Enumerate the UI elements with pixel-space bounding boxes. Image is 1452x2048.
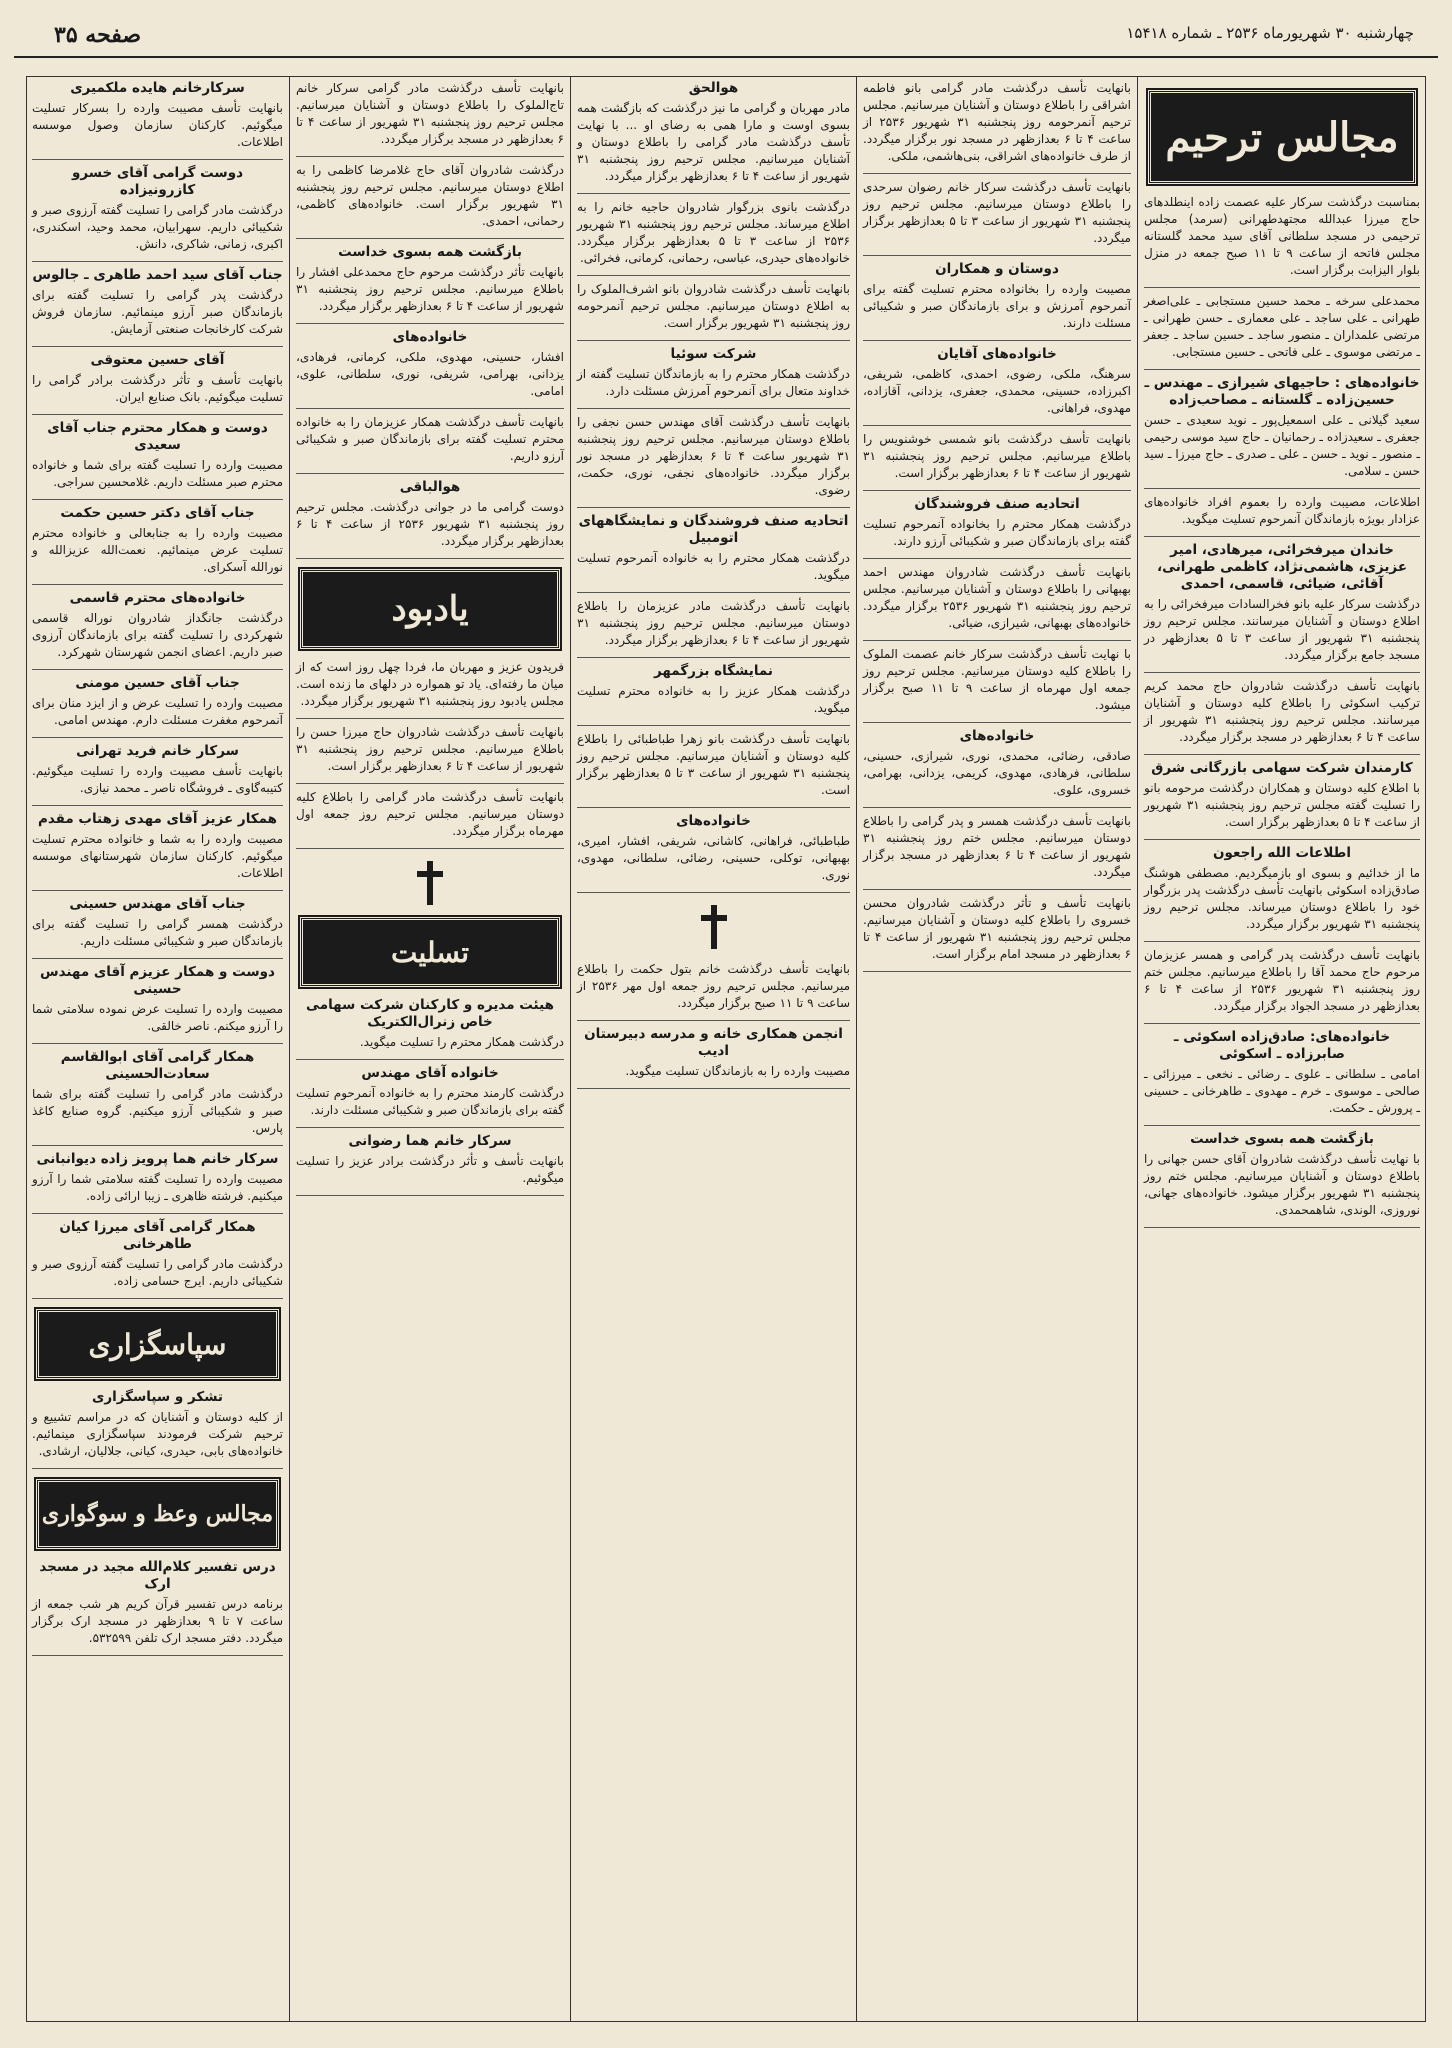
notice-block bbox=[296, 789, 564, 840]
notice-text: با نهایت تأسف درگذشت سرکار خانم عصمت الملوک را باطلاع کلیه دوستان میرسانیم. مجلس ترحیم روز جمعه اول مهرماه از ساعت ۹ تا ۱۱ صبح برگزار میشود. bbox=[863, 647, 1131, 712]
thanks-banner: سپاسگزاری bbox=[36, 1309, 279, 1379]
notice-title: دوستان و همکاران bbox=[935, 261, 1059, 277]
issue-date-line: چهارشنبه ۳۰ شهریورماه ۲۵۳۶ ـ شماره ۱۵۴۱۸ bbox=[1126, 24, 1414, 42]
notice-divider bbox=[32, 346, 283, 347]
notice-title: درس تفسیر کلام‌الله مجید در مسجد ارک bbox=[39, 1559, 276, 1592]
notice-title: سرکار خانم هما پرویز زاده دیوانبانی bbox=[36, 1151, 279, 1167]
notice-text: بانهایت تأسف و تأثر درگذشت برادر گرامی را تسلیت میگوئیم. بانک صنایع ایران. bbox=[32, 373, 283, 404]
column-5-notices-bottom bbox=[32, 1559, 283, 1656]
notice-title: بازگشت همه بسوی خداست bbox=[1190, 1131, 1374, 1147]
notice-text: با اطلاع کلیه دوستان و همکاران درگذشت مرحومه بانو را تسلیت گفته مجلس ترحیم روز پنجشنبه ۳۱ شهریور از ساعت ۴ تا ۵ بعدازظهر برگزار است. bbox=[1144, 781, 1420, 829]
notice-text: بانهایت تأسف و تأثر درگذشت برادر عزیز را تسلیت میگوئیم. bbox=[296, 1154, 564, 1185]
notice-title: هیئت مدیره و کارکنان شرکت سهامی خاص زنرال‌الکتریک bbox=[306, 997, 554, 1030]
notice-divider bbox=[32, 261, 283, 262]
notice-divider bbox=[1144, 839, 1420, 840]
notice-divider bbox=[577, 193, 850, 194]
notice-text: امامی ـ سلطانی ـ علوی ـ رضائی ـ نخعی ـ میرزائی ـ صالحی ـ موسوی ـ خرم ـ مهدوی ـ طاهرخانی ـ حسینی ـ پرورش ـ حکمت. bbox=[1144, 1067, 1420, 1115]
notice-block bbox=[32, 1049, 283, 1137]
column-2-notices bbox=[863, 80, 1131, 972]
notice-text: سرهنگ، ملکی، رضوی، احمدی، کاظمی، شریفی، اکبرزاده، حسینی، محمدی، جعفری، یزدانی، آقازاده، مهدوی، فراهانی. bbox=[863, 367, 1131, 415]
notice-block bbox=[32, 505, 283, 576]
notice-text: درگذشت همکار محترم را به بازماندگان تسلیت گفته از خداوند متعال برای آنمرحوم آمرزش مسئلت دارد. bbox=[577, 367, 850, 398]
notice-divider bbox=[577, 807, 850, 808]
notice-text: درگذشت همسر گرامی را تسلیت گفته برای بازماندگان صبر و شکیبائی مسئلت داریم. bbox=[32, 917, 283, 948]
notice-block bbox=[863, 261, 1131, 332]
notice-text: ما از خدائیم و بسوی او بازمیگردیم. مصطفی هوشنگ صادق‌زاده اسکوئی بانهایت تأسف درگذشت پدر بزرگوار خود را باطلاع دوستان میرساند. مجلس ترحیم روز پنجشنبه ۳۱ شهریور برگزار میگردد. bbox=[1144, 866, 1420, 931]
notice-block bbox=[863, 646, 1131, 714]
notice-divider bbox=[863, 722, 1131, 723]
notice-divider bbox=[32, 958, 283, 959]
notice-block bbox=[296, 162, 564, 230]
notice-block bbox=[577, 80, 850, 185]
notice-text: بانهایت تأسف درگذشت بانو شمسی خوشنویس را باطلاع میرسانیم. مجلس ترحیم روز پنجشنبه ۳۱ شهریور از ساعت ۴ تا ۶ بعدازظهر برگزار است. bbox=[863, 432, 1131, 480]
column-5-notices-middle bbox=[32, 1389, 283, 1469]
notice-divider bbox=[32, 159, 283, 160]
column-3-notices-bottom bbox=[577, 961, 850, 1089]
notice-divider bbox=[32, 669, 283, 670]
notice-divider bbox=[1144, 536, 1420, 537]
notice-text: بانهایت تأسف درگذشت خانم بتول حکمت را باطلاع میرسانیم. مجلس ترحیم روز جمعه اول مهر ۲۵۳۶ از ساعت ۹ تا ۱۱ صبح برگزار میگردد. bbox=[577, 962, 850, 1010]
notice-divider bbox=[863, 807, 1131, 808]
column-4-notices-bottom bbox=[296, 997, 564, 1196]
notice-text: بانهایت تأسف درگذشت سرکار خانم رضوان سرحدی را باطلاع دوستان میرسانیم. مجلس ترحیم روز پنجشنبه ۳۱ شهریور از ساعت ۳ تا ۵ بعدازظهر برگزار میگردد. bbox=[863, 180, 1131, 245]
notice-block bbox=[296, 1065, 564, 1119]
notice-block bbox=[296, 997, 564, 1051]
notice-divider bbox=[32, 737, 283, 738]
notice-divider bbox=[32, 1043, 283, 1044]
notice-divider bbox=[863, 425, 1131, 426]
notice-block bbox=[1144, 947, 1420, 1015]
notice-block bbox=[32, 1389, 283, 1460]
notice-text: از کلیه دوستان و آشنایان که در مراسم تشییع و ترحیم شرکت فرمودند سپاسگزاری مینمائیم. خانواده‌های بابی، حیدری، کیانی، جلالیان، ارشادی. bbox=[32, 1410, 283, 1458]
notice-divider bbox=[1144, 1023, 1420, 1024]
notice-block bbox=[32, 743, 283, 797]
notice-divider bbox=[577, 408, 850, 409]
notice-divider bbox=[863, 255, 1131, 256]
notice-divider bbox=[1144, 754, 1420, 755]
notice-title: سرکار خانم هما رضوانی bbox=[348, 1133, 512, 1149]
notice-text: مصیبت وارده را بخانواده محترم تسلیت گفته برای آنمرحوم آمرزش و برای بازماندگان صبر و شکیبائی مسئلت دارند. bbox=[863, 282, 1131, 330]
notice-title: جناب آقای حسین مومنی bbox=[75, 675, 240, 691]
notice-text: دوست گرامی ما در جوانی درگذشت. مجلس ترحیم روز پنجشنبه ۳۱ شهریور ۲۵۳۶ از ساعت ۴ تا ۶ بعدازظهر برگزار میگردد. bbox=[296, 500, 565, 548]
notice-divider bbox=[577, 1088, 850, 1089]
notice-block bbox=[863, 564, 1131, 632]
page-number: صفحه ۳۵ bbox=[54, 22, 142, 48]
notice-block bbox=[863, 496, 1131, 550]
notice-text: درگذشت همکار محترم را بخانواده آنمرحوم تسلیت گفته برای بازماندگان صبر و شکیبائی آرزو دارند. bbox=[863, 517, 1131, 548]
column-1 bbox=[1138, 76, 1426, 2022]
notice-text: درگذشت کارمند محترم را به خانواده آنمرحوم تسلیت گفته برای بازماندگان صبر و شکیبائی مسئلت دارند. bbox=[296, 1086, 564, 1117]
cross-ornament-2 bbox=[296, 861, 564, 905]
notice-block bbox=[863, 813, 1131, 881]
column-1-notices bbox=[1144, 194, 1420, 1228]
notice-text: مصیبت وارده را تسلیت عرض و از ایزد منان برای آنمرحوم مغفرت مسئلت دارم. مهندس امامی. bbox=[32, 696, 283, 727]
column-3-notices-top bbox=[577, 80, 850, 893]
column-4-notices-top bbox=[296, 80, 564, 559]
notice-title: جناب آقای دکتر حسین حکمت bbox=[60, 505, 255, 521]
notice-divider bbox=[296, 238, 564, 239]
notice-divider bbox=[296, 1195, 564, 1196]
notice-block bbox=[1144, 494, 1420, 528]
notice-text: درگذشت همکار عزیز را به خانواده محترم تسلیت میگوید. bbox=[577, 684, 850, 715]
notice-text: درگذشت بانوی بزرگوار شادروان حاجیه خانم را به اطلاع میرساند. مجلس ترحیم روز پنجشنبه ۳۱ شهریور ۲۵۳۶ از ساعت ۳ تا ۵ بعدازظهر برگزار میگردد. خانواده‌های حیدری، عباسی، رحمانی، کرمانی، فخرائی. bbox=[577, 200, 850, 265]
notice-block bbox=[296, 724, 564, 775]
notice-title: اطلاعات الله راجعون bbox=[1213, 845, 1351, 861]
notice-text: درگذشت شادروان آقای حاج غلامرضا کاظمی را به اطلاع دوستان میرسانیم. مجلس ترحیم روز پنجشنبه ۳۱ شهریور برگزار است. خانواده‌های کاظمی، رحمانی، احمدی. bbox=[296, 163, 564, 228]
notice-divider bbox=[1144, 369, 1420, 370]
notice-title: جناب آقای مهندس حسینی bbox=[69, 896, 246, 912]
notice-text: سعید گیلانی ـ علی اسمعیل‌پور ـ نوید سعیدی ـ حسن جعفری ـ سعیدزاده ـ رحمانیان ـ حاج سید موسی رحیمی ـ منصور ـ نوید ـ حسن ـ علی ـ صدری ـ حاج میرزا ـ سید حسن ـ سلامی. bbox=[1144, 413, 1420, 478]
notice-text: با نهایت تأسف درگذشت شادروان آقای حسن جهانی را باطلاع دوستان و آشنایان میرسانیم. مجلس ختم روز پنجشنبه ۳۱ شهریور برگزار میشود. خانواده‌های جهانی، نوروزی، الوندی، شاهمحمدی. bbox=[1144, 1152, 1420, 1217]
notice-divider bbox=[863, 173, 1131, 174]
notice-divider bbox=[32, 1298, 283, 1299]
notice-text: بانهایت تأسف درگذشت همسر و پدر گرامی را باطلاع دوستان میرسانیم. مجلس ختم روز پنجشنبه ۳۱ شهریور از ساعت ۴ تا ۶ بعدازظهر در مسجد برگزار میگردد. bbox=[863, 814, 1131, 879]
notice-block bbox=[863, 895, 1131, 963]
notice-block bbox=[1144, 542, 1420, 664]
notice-block bbox=[577, 513, 850, 584]
notice-block bbox=[1144, 1131, 1420, 1219]
notice-text: صادقی، رضائی، محمدی، نوری، شیرازی، حسینی، سلطانی، فرهادی، مهدوی، کریمی، یزدانی، بهرامی، خسروی، علوی. bbox=[863, 749, 1131, 797]
notice-block bbox=[296, 244, 564, 315]
notice-block bbox=[577, 281, 850, 332]
notice-block bbox=[32, 675, 283, 729]
notice-text: درگذشت مادر گرامی را تسلیت گفته آرزوی صبر و شکیبائی داریم. سهرابیان، محمد وحید، اسکندری، اکبری، زمانی، شاکری، دانش. bbox=[32, 203, 283, 251]
notice-text: محمدعلی سرخه ـ محمد حسین مستجابی ـ علی‌اصغر طهرانی ـ علی ساجد ـ علی معماری ـ حسن طهرانی ـ مرتضی علمداران ـ منصور ساجد ـ حسین ساجد ـ جعفر ـ مرتضی موسوی ـ علی فاتحی ـ حسین مستجابی. bbox=[1144, 294, 1420, 359]
notice-text: بانهایت تأسف درگذشت پدر گرامی و همسر عزیزمان مرحوم حاج محمد آقا را باطلاع میرسانیم. مجلس ختم روز پنجشنبه ۳۱ شهریور ۲۵۳۶ از ساعت ۴ تا ۶ بعدازظهر در مسجد الجواد برگزار میگردد. bbox=[1144, 948, 1421, 1013]
notice-title: همکار گرامی آقای میرزا کیان طاهرخانی bbox=[59, 1219, 256, 1252]
notice-text: درگذشت سرکار علیه بانو فخرالسادات میرفخرائی را به اطلاع دوستان و آشنایان میرسانند. مجلس ترحیم روز پنجشنبه ۳۱ شهریور از ساعت ۳ تا ۵ بعدازظهر در مسجد جامع برگزار میگردد. bbox=[1144, 597, 1420, 662]
notice-text: بانهایت تأسف درگذشت مادر گرامی سرکار خانم تاج‌الملوک را باطلاع دوستان و آشنایان میرسانیم. مجلس ترحیم روز پنجشنبه ۳۱ شهریور از ساعت ۴ تا ۶ بعدازظهر در مسجد برگزار میگردد. bbox=[296, 81, 564, 146]
notice-text: بانهایت تأسف درگذشت مادر گرامی را باطلاع کلیه دوستان میرسانیم. مجلس ترحیم روز جمعه اول مهرماه برگزار میگردد. bbox=[296, 790, 564, 838]
notice-text: برنامه درس تفسیر قرآن کریم هر شب جمعه از ساعت ۷ تا ۹ بعدازظهر در مسجد ارک برگزار میگردد. دفتر مسجد ارک تلفن ۵۳۲۵۹۹. bbox=[32, 1597, 284, 1645]
notice-block bbox=[32, 352, 283, 406]
notice-text: اطلاعات، مصیبت وارده را بعموم افراد خانواده‌های عزادار بویژه بازماندگان آنمرحوم تسلیت میگوید. bbox=[1144, 495, 1420, 526]
notice-text: بانهایت تأسف درگذشت مادر گرامی بانو فاطمه اشراقی را باطلاع دوستان و آشنایان میرسانیم. مجلس ترحیم آنمرحومه روز پنجشنبه ۳۱ شهریور ۲۵۳۶ از ساعت ۴ تا ۶ بعدازظهر در مسجد نور برگزار میگردد. از طرف خانواده‌های اشراقی، بنی‌هاشمی، ملکی. bbox=[863, 81, 1132, 163]
notice-divider bbox=[296, 323, 564, 324]
notice-text: بانهایت تأسف درگذشت آقای مهندس حسن نجفی را باطلاع دوستان میرسانیم. مجلس ترحیم روز پنجشنبه ۳۱ شهریور ساعت ۴ تا ۶ بعدازظهر در مسجد نور برگزار میگردد. خانواده‌های نجفی، نوری، حکمت، رضوی. bbox=[577, 415, 851, 497]
memorial-banner: یادبود bbox=[300, 569, 560, 649]
notice-divider bbox=[577, 725, 850, 726]
notice-divider bbox=[863, 971, 1131, 972]
notice-title: تشکر و سپاسگزاری bbox=[92, 1389, 223, 1405]
notice-text: درگذشت پدر گرامی را تسلیت گفته برای بازماندگان صبر آرزو مینمائیم. سازمان فروش شرکت کارخانجات صنعتی آزمایش. bbox=[32, 288, 283, 336]
notice-title: خانواده‌های bbox=[959, 728, 1035, 744]
notice-text: فریدون عزیز و مهربان ما، فردا چهل روز است که از میان ما رفته‌ای. یاد تو همواره در دلهای ما زنده است. مجلس یادبود روز پنجشنبه ۳۱ شهریور برگزار میگردد. bbox=[296, 660, 564, 708]
notice-block bbox=[32, 964, 283, 1035]
notice-block bbox=[1144, 760, 1420, 831]
notice-divider bbox=[296, 848, 564, 849]
condolence-banner: تسلیت bbox=[300, 917, 560, 987]
notice-title: سرکار خانم فرید تهرانی bbox=[76, 743, 239, 759]
notice-title: خانواده‌های محترم قاسمی bbox=[69, 590, 246, 606]
notice-divider bbox=[32, 414, 283, 415]
notice-text: درگذشت مادر گرامی را تسلیت گفته برای شما صبر و شکیبائی آرزو میکنیم. گروه صنایع کاغذ پارس. bbox=[32, 1087, 283, 1135]
notice-divider bbox=[296, 156, 564, 157]
notice-title: انجمن همکاری خانه و مدرسه دبیرستان ادیب bbox=[584, 1026, 843, 1059]
notice-divider bbox=[1144, 672, 1420, 673]
notice-title: خانواده‌های : حاجیهای شیرازی ـ مهندس ـ حسین‌زاده ـ گلستانه ـ مصاحب‌زاده bbox=[1144, 375, 1420, 408]
notice-divider bbox=[1144, 941, 1420, 942]
notice-divider bbox=[577, 592, 850, 593]
notice-block bbox=[32, 420, 283, 491]
notice-divider bbox=[296, 408, 564, 409]
sermon-banner: مجالس وعظ و سوگواری bbox=[36, 1479, 279, 1549]
notice-block bbox=[577, 961, 850, 1012]
notice-title: اتحادیه صنف فروشندگان bbox=[914, 496, 1080, 512]
notice-block bbox=[1144, 678, 1420, 746]
notice-text: درگذشت همکار محترم را تسلیت میگوید. bbox=[359, 1035, 564, 1049]
notice-title: خانواده آقای مهندس bbox=[361, 1065, 499, 1081]
notice-title: سرکارخانم هایده ملکمیری bbox=[70, 80, 245, 96]
column-4 bbox=[290, 76, 570, 2022]
notice-title: هوالحق bbox=[688, 80, 739, 96]
notice-divider bbox=[296, 473, 564, 474]
notice-text: مصیبت وارده را به جنابعالی و خانواده محترم تسلیت عرض مینمائیم. نعمت‌الله عزیزالله و نورالله آسکرای. bbox=[32, 526, 283, 574]
notice-divider bbox=[863, 889, 1131, 890]
notice-block bbox=[1144, 293, 1420, 361]
notice-divider bbox=[296, 1127, 564, 1128]
notice-title: خانواده‌های bbox=[676, 813, 751, 829]
notice-text: بانهایت تأسف درگذشت شادروان حاج محمد کریم ترکیب اسکوئی را باطلاع کلیه دوستان و آشنایان میرسانند. مجلس ترحیم روز پنجشنبه ۳۱ شهریور از ساعت ۴ تا ۶ بعدازظهر در مسجد برگزار میگردد. bbox=[1144, 679, 1420, 744]
notice-divider bbox=[1144, 1125, 1420, 1126]
notice-block bbox=[863, 179, 1131, 247]
notice-divider bbox=[296, 558, 564, 559]
notice-divider bbox=[32, 1655, 283, 1656]
notice-title: شرکت سوئیا bbox=[670, 346, 757, 362]
notice-divider bbox=[32, 805, 283, 806]
notice-divider bbox=[577, 657, 850, 658]
notice-text: بانهایت تأسف مصیبت وارده را بسرکار تسلیت میگوئیم. کارکنان سازمان وصول موسسه اطلاعات. bbox=[32, 101, 283, 149]
notice-block bbox=[32, 1151, 283, 1205]
notice-block bbox=[296, 414, 564, 465]
notice-title: خاندان میرفخرائی، میرهادی، امیر عزیزی، هاشمی‌نژاد، کاظمی طهرانی، آقائی، ضیائی، قاسمی، احمدی bbox=[1156, 542, 1408, 592]
notice-divider bbox=[296, 718, 564, 719]
notice-title: اتحادیه صنف فروشندگان و نمایشگاههای اتومبیل bbox=[578, 513, 849, 546]
notice-title: بازگشت همه بسوی خداست bbox=[338, 244, 522, 260]
notice-block bbox=[296, 479, 564, 550]
notice-block bbox=[577, 731, 850, 799]
notice-text: مصیبت وارده را به شما و خانواده محترم تسلیت میگوئیم. کارکنان سازمان شهرستانهای موسسه اطلاعات. bbox=[32, 832, 283, 880]
notice-text: بانهایت تأسف درگذشت شادروان حاج میرزا حسن را باطلاع میرسانیم. مجلس ترحیم روز پنجشنبه ۳۱ شهریور از ساعت ۴ تا ۶ بعدازظهر برگزار است. bbox=[296, 725, 564, 773]
notice-block bbox=[1144, 1029, 1420, 1117]
notice-divider bbox=[577, 507, 850, 508]
notice-block bbox=[577, 346, 850, 400]
notice-title: همکار عزیز آقای مهدی زهتاب مقدم bbox=[37, 811, 278, 827]
notice-block bbox=[32, 590, 283, 661]
column-3 bbox=[571, 76, 856, 2022]
notice-divider bbox=[32, 1145, 283, 1146]
notice-divider bbox=[577, 1020, 850, 1021]
notice-text: درگذشت همکار محترم را به خانواده آنمرحوم تسلیت میگوید. bbox=[577, 551, 850, 582]
notice-divider bbox=[1144, 287, 1420, 288]
notice-block bbox=[577, 598, 850, 649]
notice-block bbox=[32, 896, 283, 950]
notice-text: بانهایت تأثر درگذشت مرحوم حاج محمدعلی افشار را باطلاع میرسانیم. مجلس ترحیم روز پنجشنبه ۳۱ شهریور از ساعت ۴ تا ۶ بعدازظهر برگزار میگردد. bbox=[296, 265, 564, 313]
notice-block bbox=[32, 165, 283, 253]
notice-text: بانهایت تأسف درگذشت مادر عزیزمان را باطلاع دوستان میرسانیم. مجلس ترحیم روز پنجشنبه ۳۱ شهریور از ساعت ۴ تا ۶ بعدازظهر برگزار میگردد. bbox=[577, 599, 850, 647]
notice-divider bbox=[1144, 488, 1420, 489]
notice-title: دوست گرامی آقای خسرو کازرونیزاده bbox=[71, 165, 244, 198]
notice-block bbox=[863, 346, 1131, 417]
notice-block bbox=[296, 329, 564, 400]
notice-block bbox=[577, 663, 850, 717]
cross-ornament bbox=[577, 905, 850, 949]
notice-title: خانواده‌های bbox=[392, 329, 468, 345]
notice-block bbox=[296, 1133, 564, 1187]
notice-divider bbox=[296, 1059, 564, 1060]
notice-block bbox=[296, 80, 564, 148]
notice-divider bbox=[32, 499, 283, 500]
notice-title: جناب آقای سید احمد طاهری ـ جالوس bbox=[32, 267, 283, 283]
notice-text: بانهایت تأسف درگذشت شادروان مهندس احمد بهبهانی را باطلاع دوستان و آشنایان میرسانیم. مجلس ترحیم روز پنجشنبه ۳۱ شهریور ۲۵۳۶ برگزار میگردد. خانواده‌های بهبهانی، شیرازی، ضیائی. bbox=[863, 565, 1131, 630]
notice-title: خانواده‌های: صادق‌زاده اسکوئی ـ صابرزاده ـ اسکوئی bbox=[1173, 1029, 1391, 1062]
notice-title: دوست و همکار محترم جناب آقای سعیدی bbox=[47, 420, 268, 453]
notice-divider bbox=[32, 584, 283, 585]
notice-block bbox=[32, 811, 283, 882]
notice-divider bbox=[863, 558, 1131, 559]
notice-divider bbox=[863, 490, 1131, 491]
notice-text: بانهایت تأسف مصیبت وارده را تسلیت میگوئیم. کتیبه‌گاوی ـ فروشگاه ناصر ـ محمد نیازی. bbox=[32, 764, 283, 795]
notice-block bbox=[1144, 194, 1420, 279]
obituaries-banner: مجالس ترحیم bbox=[1148, 90, 1416, 184]
notice-divider bbox=[577, 275, 850, 276]
notice-text: طباطبائی، فراهانی، کاشانی، شریفی، افشار، امیری، بهبهانی، توکلی، حسینی، رضائی، سلطانی، مهدوی، نوری. bbox=[577, 834, 850, 882]
notice-divider bbox=[1144, 1227, 1420, 1228]
notice-title: نمایشگاه بزرگمهر bbox=[653, 663, 774, 679]
notice-divider bbox=[863, 640, 1131, 641]
column-2 bbox=[857, 76, 1137, 2022]
notice-text: درگذشت جانگداز شادروان نوراله قاسمی شهرکردی را تسلیت گفته برای بازماندگان آرزوی صبر داریم. اعضای انجمن شهرستان شهرکرد. bbox=[32, 611, 283, 659]
notice-text: بانهایت تأسف و تأثر درگذشت شادروان محسن خسروی را باطلاع کلیه دوستان و آشنایان میرسانیم. مجلس ترحیم روز پنجشنبه ۳۱ شهریور از ساعت ۴ تا ۶ بعدازظهر در مسجد امام برگزار است. bbox=[863, 896, 1131, 961]
notice-text: مصیبت وارده را به بازماندگان تسلیت میگوید. bbox=[625, 1064, 850, 1078]
notice-title: دوست و همکار عزیزم آقای مهندس حسینی bbox=[40, 964, 275, 997]
notice-divider bbox=[863, 340, 1131, 341]
notice-text: مصیبت وارده را تسلیت عرض نموده سلامتی شما را آرزو میکنم. ناصر خالقی. bbox=[32, 1002, 283, 1033]
notice-text: بانهایت تأسف درگذشت بانو زهرا طباطبائی را باطلاع کلیه دوستان و آشنایان میرسانیم. مجلس ترحیم روز پنجشنبه ۳۱ شهریور از ساعت ۳ تا ۵ بعدازظهر برگزار است. bbox=[577, 732, 851, 797]
notice-title: هوالباقی bbox=[399, 479, 461, 495]
column-4-notices-middle bbox=[296, 659, 564, 849]
notice-divider bbox=[32, 1468, 283, 1469]
notice-title: همکار گرامی آقای ابوالقاسم سعادت‌الحسینی bbox=[60, 1049, 255, 1082]
notice-text: افشار، حسینی، مهدوی، ملکی، کرمانی، فرهادی، یزدانی، بهرامی، شریفی، نوری، سلطانی، علوی، امامی. bbox=[296, 350, 564, 398]
notice-title: کارمندان شرکت سهامی بازرگانی شرق bbox=[1151, 760, 1413, 776]
notice-block bbox=[577, 199, 850, 267]
notice-block bbox=[1144, 845, 1420, 933]
notice-block bbox=[863, 728, 1131, 799]
notice-title: آقای حسین معتوقی bbox=[90, 352, 225, 368]
newspaper-page bbox=[14, 14, 1438, 2034]
notice-block bbox=[32, 1219, 283, 1290]
notice-block bbox=[296, 659, 564, 710]
notice-block bbox=[1144, 375, 1420, 480]
notice-block bbox=[32, 80, 283, 151]
notice-text: بمناسبت درگذشت سرکار علیه عصمت زاده اینطلدهای حاج میرزا عبدالله مجتهدطهرانی (سرمد) مجلس ترحیمی در مسجد سلطانی آقای سید محمد گلستانه مجلس فاتحه از ساعت ۹ تا ۱۱ صبح جمعه در منزل بلوار الیزابت برگزار است. bbox=[1144, 195, 1421, 277]
columns-area bbox=[26, 76, 1426, 2022]
column-5-notices-top bbox=[32, 80, 283, 1299]
notice-title: خانواده‌های آقایان bbox=[937, 346, 1057, 362]
notice-text: مصیبت وارده را تسلیت گفته سلامتی شما را آرزو میکنیم. فرشته ظاهری ـ زیبا ارائی زاده. bbox=[32, 1172, 283, 1203]
notice-text: بانهایت تأسف درگذشت شادروان بانو اشرف‌الملوک را به اطلاع دوستان میرسانیم. مجلس ترحیم آنمرحومه روز پنجشنبه ۳۱ شهریور برگزار است. bbox=[577, 282, 850, 330]
notice-block bbox=[32, 267, 283, 338]
notice-text: مادر مهربان و گرامی ما نیز درگذشت که بازگشت همه بسوی اوست و مارا همی به رضای او ... با نهایت تأسف درگذشت مادر گرامی را باطلاع دوستان و آشنایان میرسانیم. مجلس ترحیم روز پنجشنبه ۳۱ شهریور از ساعت ۴ تا ۶ بعدازظهر برگزار میگردد. bbox=[577, 101, 850, 183]
column-5 bbox=[26, 76, 289, 2022]
notice-block bbox=[577, 414, 850, 499]
notice-block bbox=[577, 813, 850, 884]
notice-text: بانهایت تأسف درگذشت همکار عزیزمان را به خانواده محترم تسلیت گفته برای بازماندگان صبر و شکیبائی آرزو داریم. bbox=[296, 415, 564, 463]
notice-divider bbox=[577, 340, 850, 341]
page-header bbox=[14, 14, 1438, 58]
notice-block bbox=[863, 431, 1131, 482]
notice-block bbox=[577, 1026, 850, 1080]
notice-block bbox=[32, 1559, 283, 1647]
notice-divider bbox=[32, 1213, 283, 1214]
notice-divider bbox=[577, 892, 850, 893]
notice-divider bbox=[32, 890, 283, 891]
notice-divider bbox=[296, 783, 564, 784]
notice-text: مصیبت وارده را تسلیت گفته برای شما و خانواده محترم صبر مسئلت داریم. غلامحسین سراجی. bbox=[32, 458, 283, 489]
notice-block bbox=[863, 80, 1131, 165]
notice-text: درگذشت مادر گرامی را تسلیت گفته آرزوی صبر و شکیبائی داریم. ایرج حسامی زاده. bbox=[32, 1257, 283, 1288]
